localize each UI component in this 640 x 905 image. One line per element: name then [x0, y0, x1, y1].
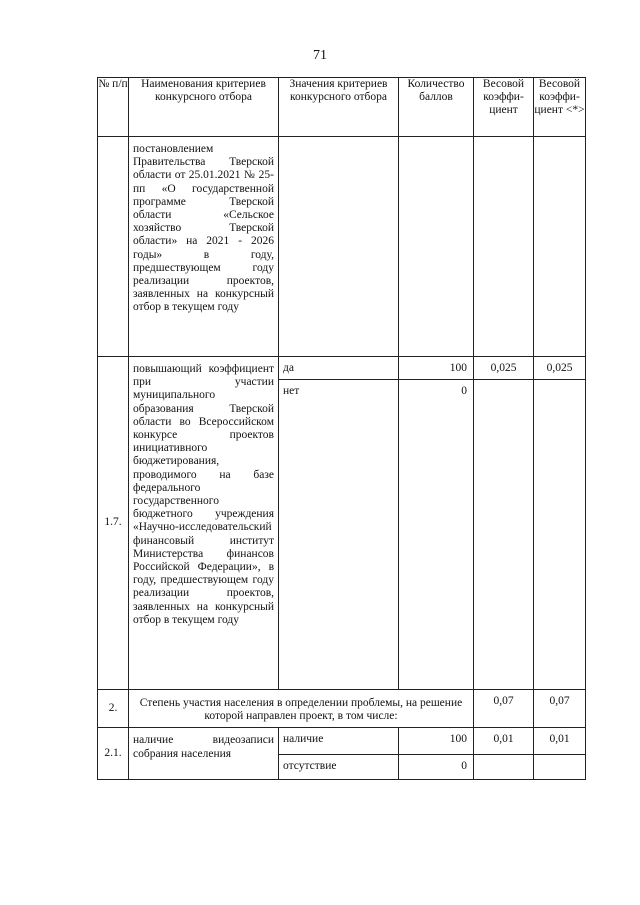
- weight-alt: 0,07: [534, 690, 586, 728]
- continuation-criterion-text: постановлением Правительства Тверской области от 25.01.2021 № 25-пп «О государственной программе Тверской области «Сельское хозяйство Тверской области» на 2021 - 2026 годы» в году, предшествующем году реализации проектов, заявленных на конкурсный отбор в текущем году: [129, 137, 279, 357]
- section-title: Степень участия населения в определении проблемы, на решение которой направлен проект, в том числе:: [129, 690, 474, 728]
- weight-empty: [474, 380, 534, 690]
- weight: 0,01: [474, 728, 534, 755]
- table-row-1-7a: [98, 357, 586, 380]
- continuation-number: [98, 137, 129, 357]
- continuation-weight: [474, 137, 534, 357]
- continuation-values: [279, 137, 399, 357]
- score-present: 100: [399, 728, 474, 755]
- header-row: [98, 78, 586, 137]
- score-no: 0: [399, 380, 474, 690]
- row-number: 1.7.: [98, 357, 129, 690]
- row-number: 2.1.: [98, 728, 129, 780]
- header-score: Количество баллов: [399, 78, 474, 137]
- table-row-2: [98, 690, 586, 728]
- criterion-value-absent: отсутствие: [279, 755, 399, 780]
- weight-alt: 0,025: [534, 357, 586, 380]
- criterion-name: повышающий коэффициент при участии муниципального образования Тверской области во Всероссийском конкурсе проектов инициативного бюджетирования, проводимого на базе федерального государственного бюджетного учреждения «Научно-исследовательский финансовый институт Министерства финансов Российской Федерации», в году, предшествующем году реализации проектов, заявленных на конкурсный отбор в текущем году: [129, 357, 279, 690]
- criterion-value-yes: да: [279, 357, 399, 380]
- criterion-value-present: наличие: [279, 728, 399, 755]
- header-criterion-values: Значения критериев конкурсного отбора: [279, 78, 399, 137]
- weight-alt-empty: [534, 380, 586, 690]
- weight: 0,025: [474, 357, 534, 380]
- score-yes: 100: [399, 357, 474, 380]
- continuation-row: [98, 137, 586, 357]
- criteria-table: [97, 77, 586, 780]
- page-number: 71: [313, 48, 327, 63]
- row-number: 2.: [98, 690, 129, 728]
- header-criterion-name: Наименования критериев конкурсного отбора: [129, 78, 279, 137]
- criterion-name: наличие видеозаписи собрания населения: [129, 728, 279, 780]
- table-row-2-1a: [98, 728, 586, 755]
- weight-alt: 0,01: [534, 728, 586, 755]
- weight: 0,07: [474, 690, 534, 728]
- continuation-weight-alt: [534, 137, 586, 357]
- header-number: № п/п: [98, 78, 129, 137]
- weight-empty: [474, 755, 534, 780]
- header-weight: Весовой коэффи-циент: [474, 78, 534, 137]
- header-weight-alt: Весовой коэффи-циент <*>: [534, 78, 586, 137]
- criterion-value-no: нет: [279, 380, 399, 690]
- score-absent: 0: [399, 755, 474, 780]
- continuation-score: [399, 137, 474, 357]
- weight-alt-empty: [534, 755, 586, 780]
